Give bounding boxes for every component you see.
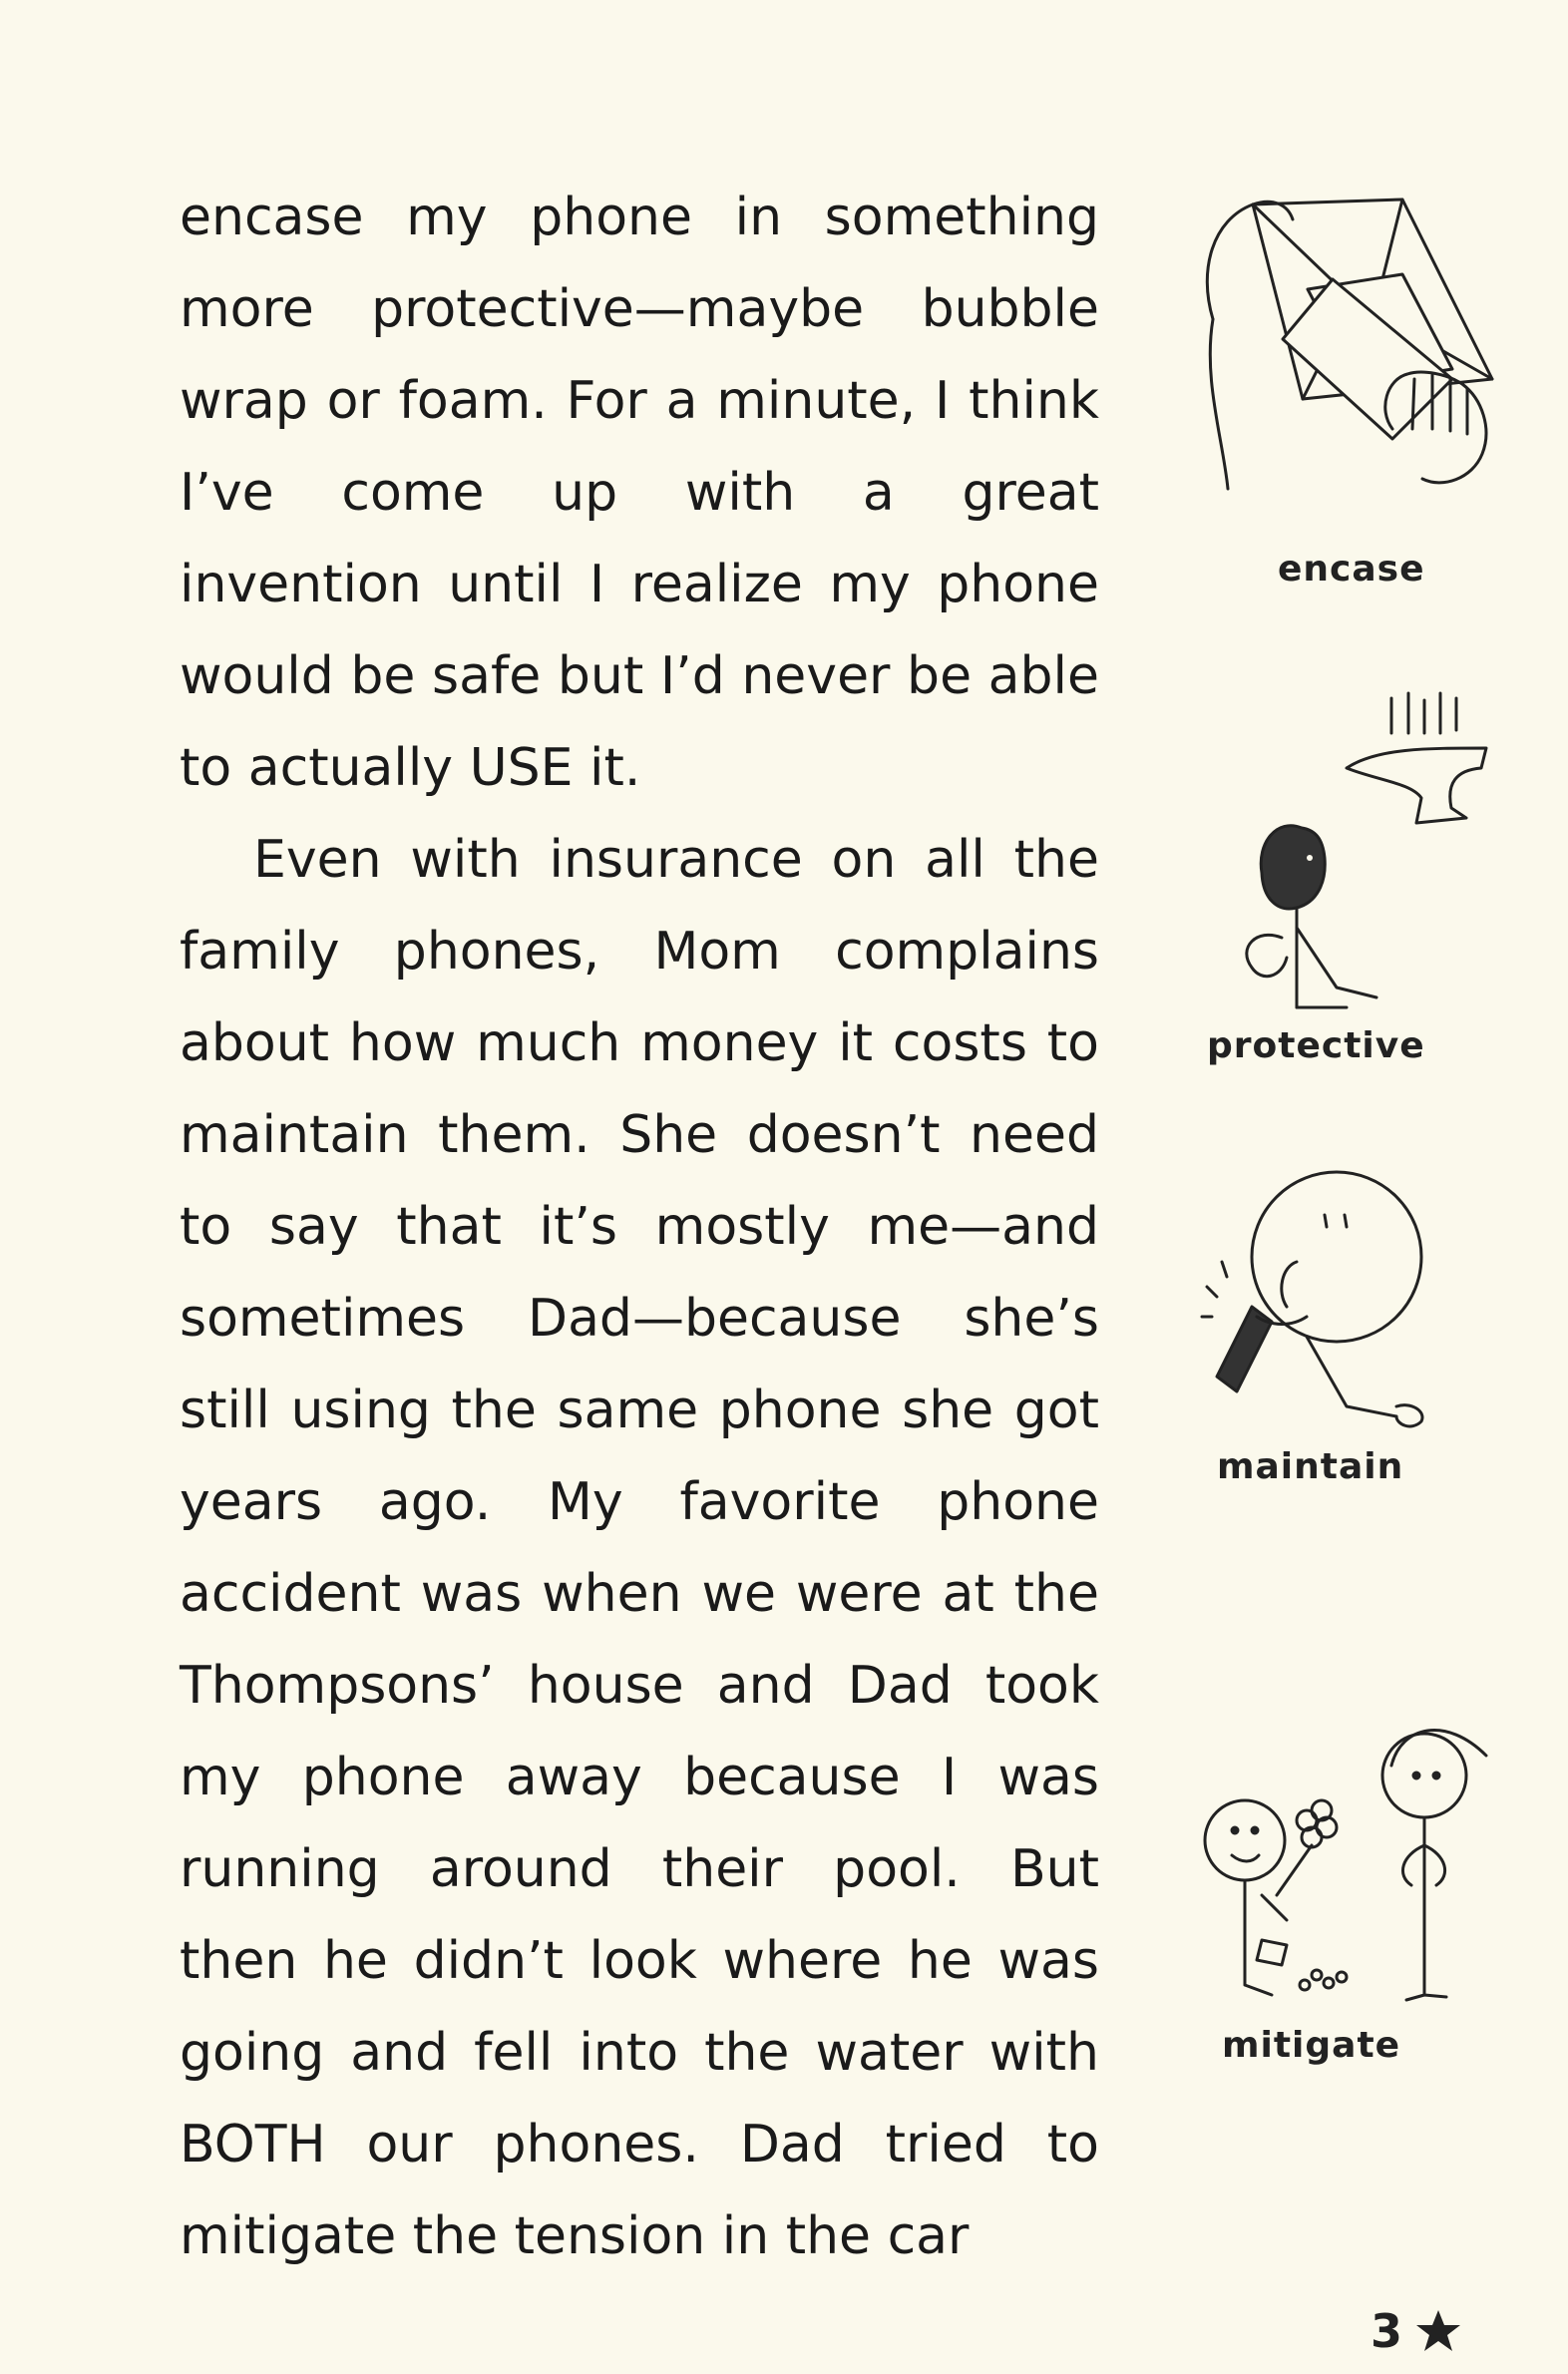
vocab-label: encase [1278, 549, 1425, 590]
phone-talking-face-icon [1197, 1167, 1496, 1436]
vocab-label: protective [1207, 1025, 1425, 1066]
envelope-hand-icon [1193, 180, 1522, 519]
vocab-mitigate [1197, 1696, 1496, 2066]
paragraph-1: encase my phone in something more protective—maybe bubble wrap or foam. For a minute, I think I’ve come up with a great invention until I realize my phone would be safe but I’d never be able to actually USE it. [180, 188, 1099, 798]
vocab-label: maintain [1217, 1446, 1404, 1487]
vocabulary-margin [1177, 0, 1516, 2194]
flowers-apology-icon [1197, 1696, 1496, 2015]
vocab-label: mitigate [1222, 2025, 1401, 2066]
paragraph-2: Even with insurance on all the family phones, Mom complains about how much money it costs to maintain them. She doesn’t need to say that it’s mostly me—and sometimes Dad—because she’s still using the same phone she got years ago. My favorite phone accident was when we were at the Thompsons’ house and Dad took my phone away because I was running around their pool. But then he didn’t look where he was going and fell into the water with BOTH our phones. Dad tried to mitigate the tension in the car [180, 830, 1099, 2266]
vocab-maintain [1197, 1167, 1496, 1487]
vocab-protective [1197, 688, 1496, 1066]
page-number [1371, 2304, 1462, 2358]
vocab-encase [1193, 180, 1522, 590]
body-text [180, 172, 1099, 2282]
anvil-falling-icon [1197, 688, 1496, 1017]
star-icon [1414, 2308, 1462, 2354]
page-number-text: 3 [1371, 2304, 1403, 2358]
